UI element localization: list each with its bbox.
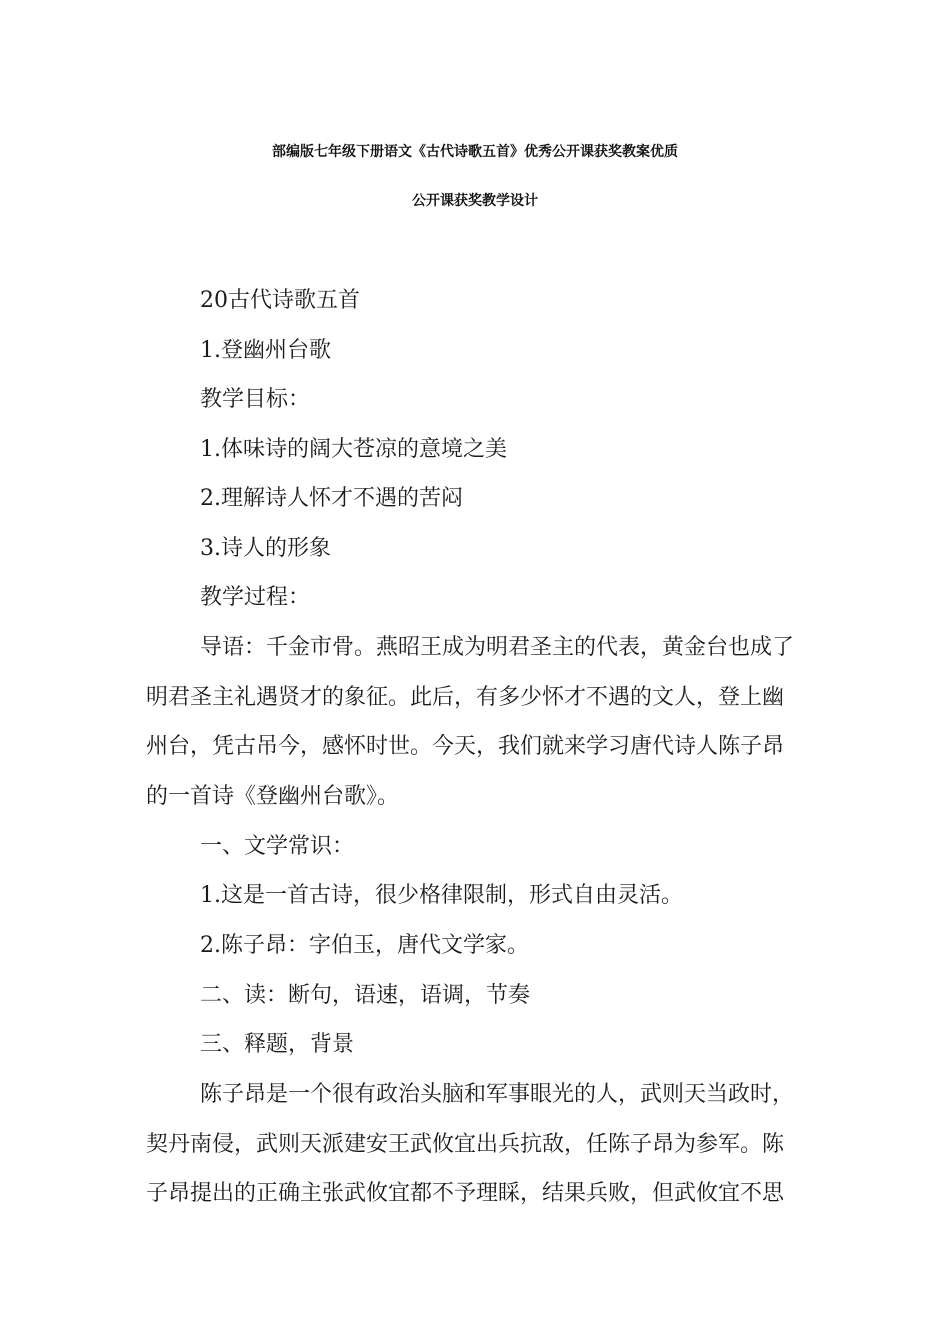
objectives-heading: 教学目标： [200, 387, 311, 412]
objective-item: 1.体味诗的阔大苍凉的意境之美 [200, 437, 507, 462]
objective-item: 3.诗人的形象 [200, 536, 331, 561]
subsection-heading: 一、文学常识： [200, 834, 355, 859]
list-item: 1.这是一首古诗，很少格律限制，形式自由灵活。 [200, 883, 683, 908]
paragraph-line: 州台，凭古吊今，感怀时世。今天，我们就来学习唐代诗人陈子昂 [146, 734, 785, 759]
document-title-line-2: 公开课获奖教学设计 [412, 193, 538, 209]
paragraph-line: 的一首诗《登幽州台歌》。 [146, 784, 400, 809]
paragraph-line: 契丹南侵，武则天派建安王武攸宜出兵抗敌，任陈子昂为参军。陈 [146, 1132, 785, 1157]
subsection-heading: 三、释题，背景 [200, 1032, 355, 1057]
paragraph-line: 导语：千金市骨。燕昭王成为明君圣主的代表，黄金台也成了 [200, 635, 795, 660]
paragraph-line: 陈子昂是一个很有政治头脑和军事眼光的人，武则天当政时， [200, 1082, 795, 1107]
process-heading: 教学过程： [200, 585, 311, 610]
subsection-heading: 二、读：断句，语速，语调，节奏 [200, 983, 531, 1008]
section-heading: 20古代诗歌五首 [200, 288, 360, 313]
document-title-line-1: 部编版七年级下册语文《古代诗歌五首》优秀公开课获奖教案优质 [272, 144, 678, 160]
objective-item: 2.理解诗人怀才不遇的苦闷 [200, 486, 463, 511]
paragraph-line: 子昂提出的正确主张武攸宜都不予理睬，结果兵败，但武攸宜不思 [146, 1181, 785, 1206]
list-item: 2.陈子昂：字伯玉，唐代文学家。 [200, 933, 529, 958]
poem-heading: 1.登幽州台歌 [200, 338, 331, 363]
paragraph-line: 明君圣主礼遇贤才的象征。此后，有多少怀才不遇的文人，登上幽 [146, 685, 785, 710]
